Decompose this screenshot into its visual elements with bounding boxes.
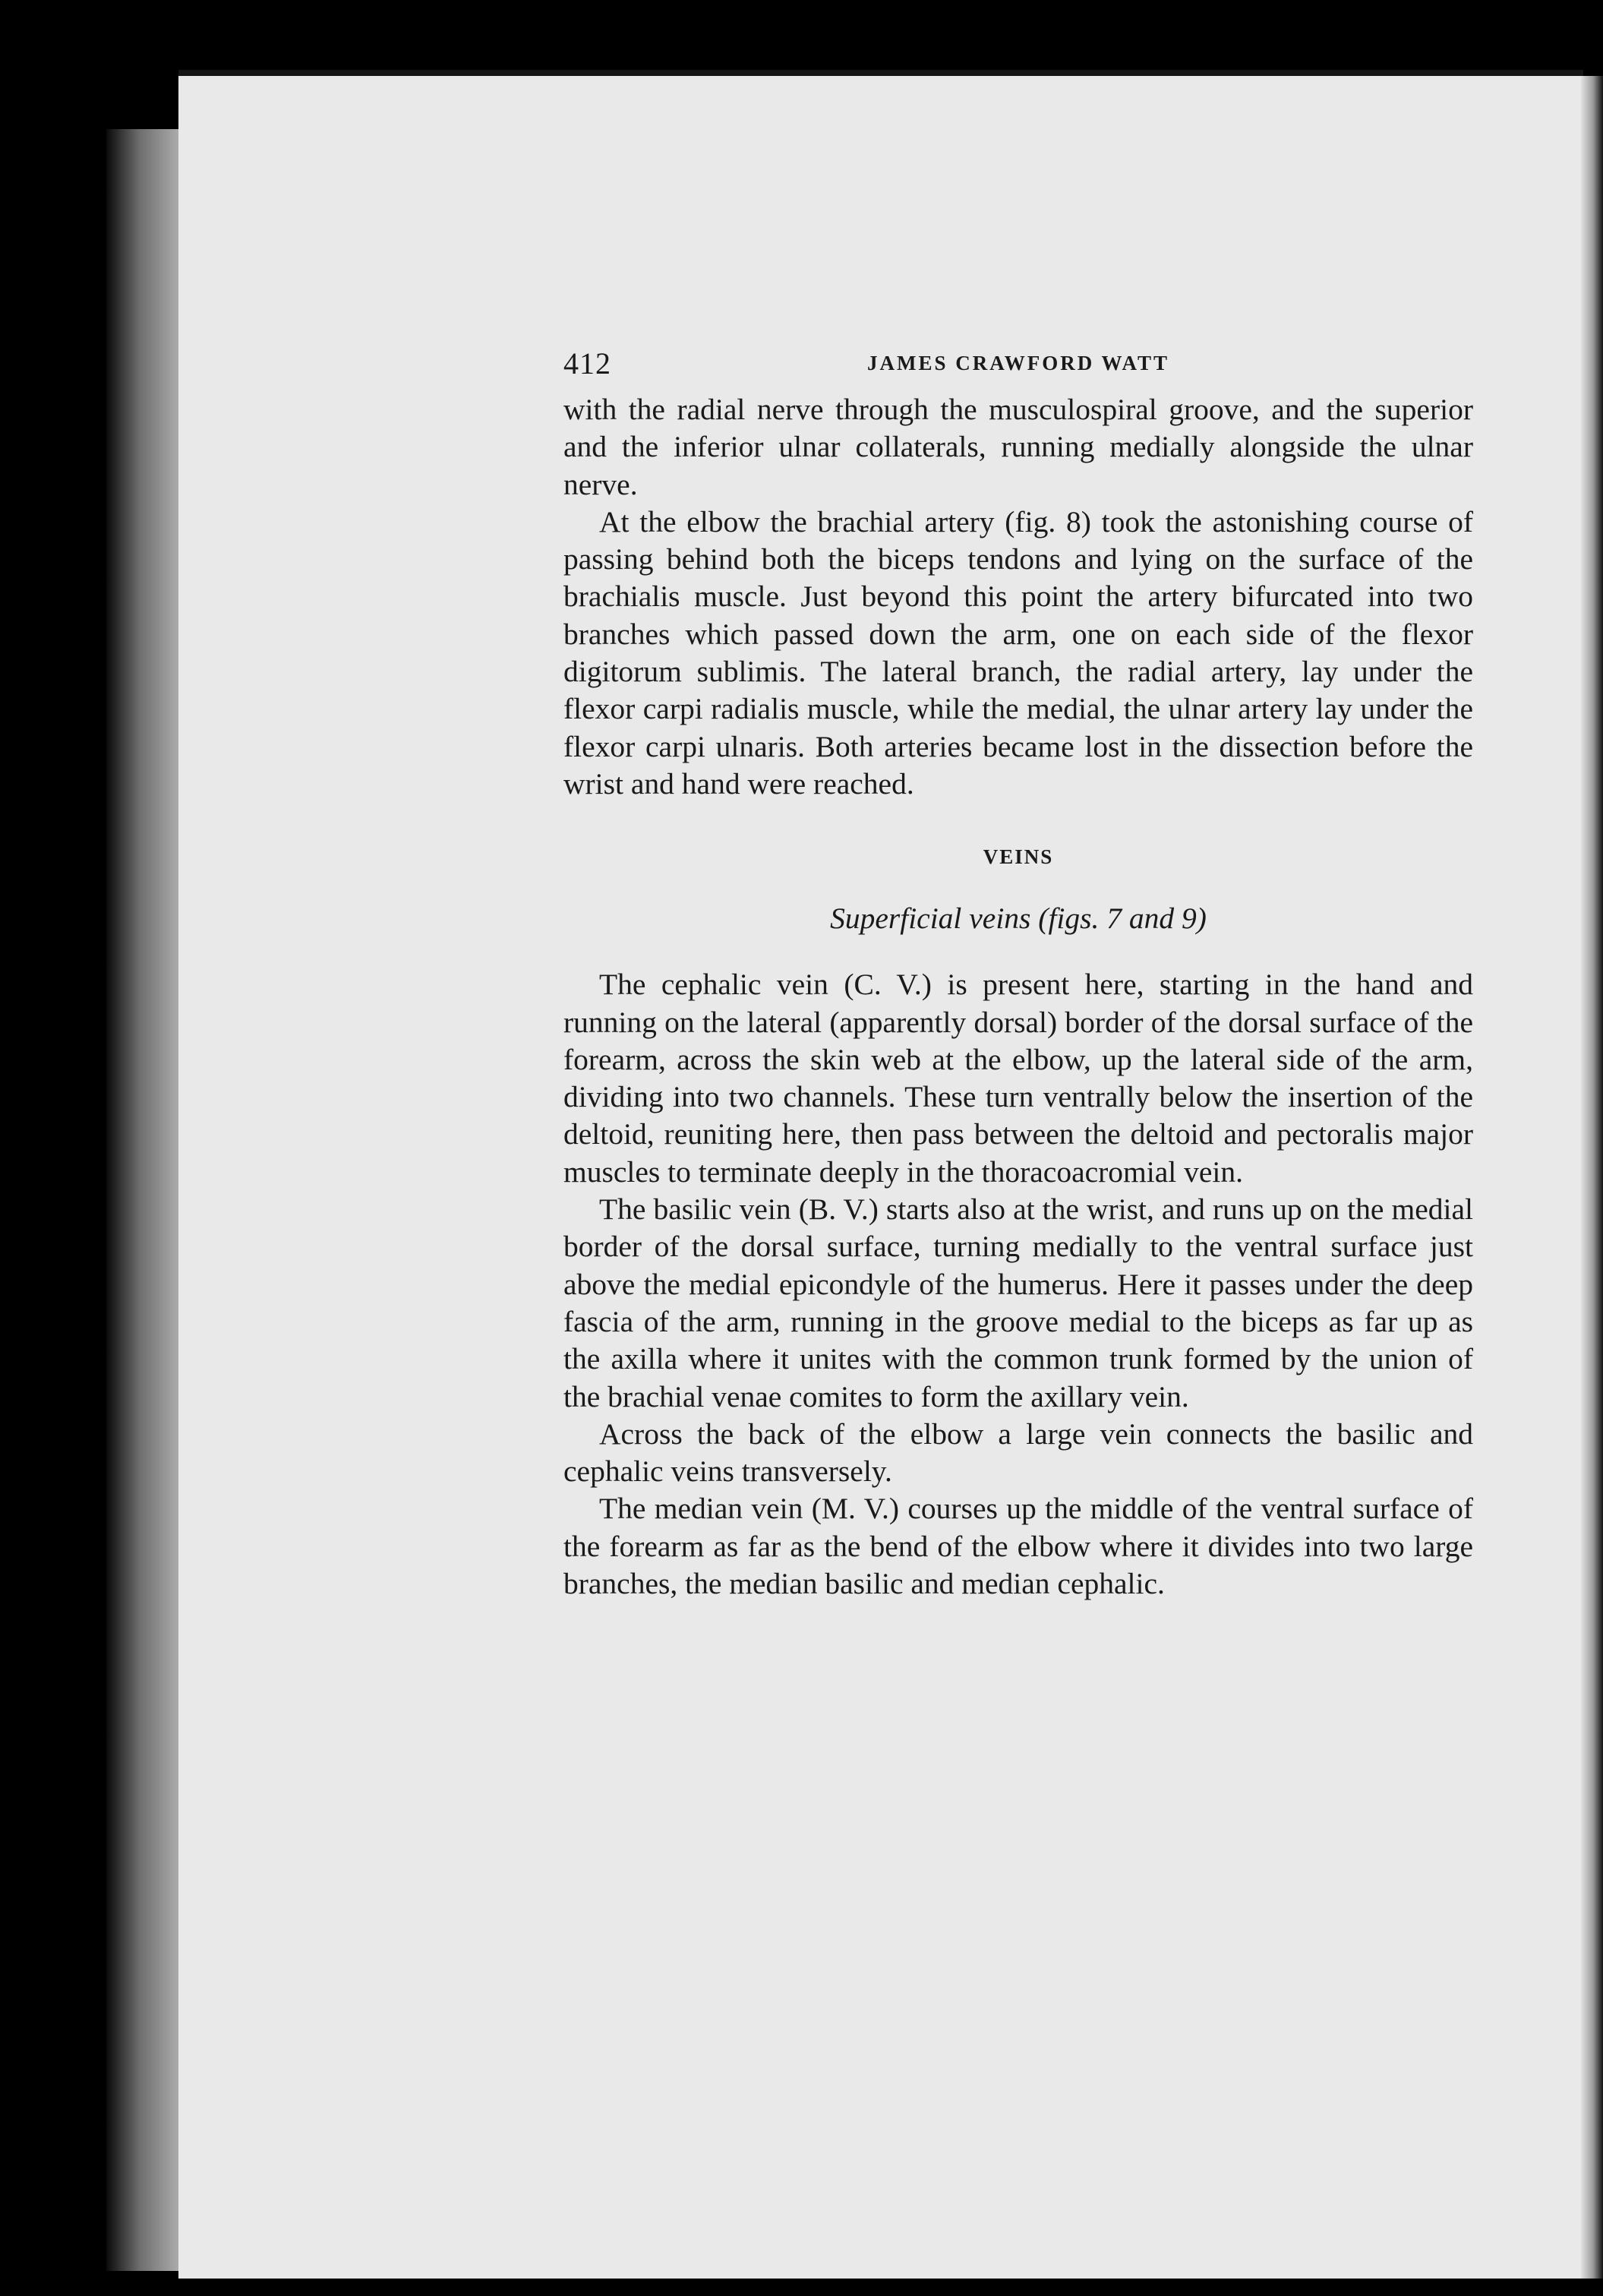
paragraph-cephalic-vein: The cephalic vein (C. V.) is present here, starting in the hand and running on the lateral (apparently dorsal) border of the dorsal surface of the forearm, across the skin web at the elbow, up the lateral side of the arm, dividing into two channels. These turn ventrally below the insertion of the deltoid, reuniting here, then pass between the deltoid and pectoralis major muscles to terminate deeply in the thoracoacromial vein. [563,968,1473,1189]
section-heading: VEINS [983,845,1054,869]
subsection-heading: Superficial veins (figs. 7 and 9) [830,902,1207,936]
paragraph-elbow-connection: Across the back of the elbow a large vein connects the basilic and cephalic veins transversely. [563,1416,1473,1489]
page-sheet [178,70,1583,2279]
running-title: JAMES CRAWFORD WATT [866,352,1170,374]
book-gutter-shadow [106,129,190,2271]
text-block [563,346,1473,1603]
paragraph-basilic-vein: The basilic vein (B. V.) starts also at the wrist, and runs up on the medial border of the dorsal surface, turning medially to the ventral surface just above the medial epicondyle of the humerus. Here it passes under the deep fascia of the arm, running in the groove medial to the biceps as far up as the axilla where it unites with the common trunk formed by the union of the brachial venae comites to form the axillary vein. [563,1192,1473,1413]
page-number: 412 [563,346,611,381]
page-right-edge [1581,76,1603,2279]
paragraph-median-vein: The median vein (M. V.) courses up the middle of the ventral surface of the forearm as far as the bend of the elbow where it divides into two large branches, the median basilic and median cephalic. [563,1492,1473,1601]
running-head [563,346,1473,391]
paragraph-brachial-artery: At the elbow the brachial artery (fig. 8) took the astonishing course of passing behind both the biceps tendons and lying on the surface of the brachialis muscle. Just beyond this point the artery bifurcated into two branches which passed down the arm, one on each side of the flexor digitorum sublimis. The lateral branch, the radial artery, lay under the flexor carpi radialis muscle, while the medial, the ulnar artery lay under the flexor carpi ulnaris. Both arteries became lost in the dissection before the wrist and hand were reached. [563,504,1473,801]
body-text [563,391,1473,1603]
paragraph-continued: with the radial nerve through the musculospiral groove, and the superior and the inferior ulnar collaterals, running medially alongside the ulnar nerve. [563,393,1473,501]
